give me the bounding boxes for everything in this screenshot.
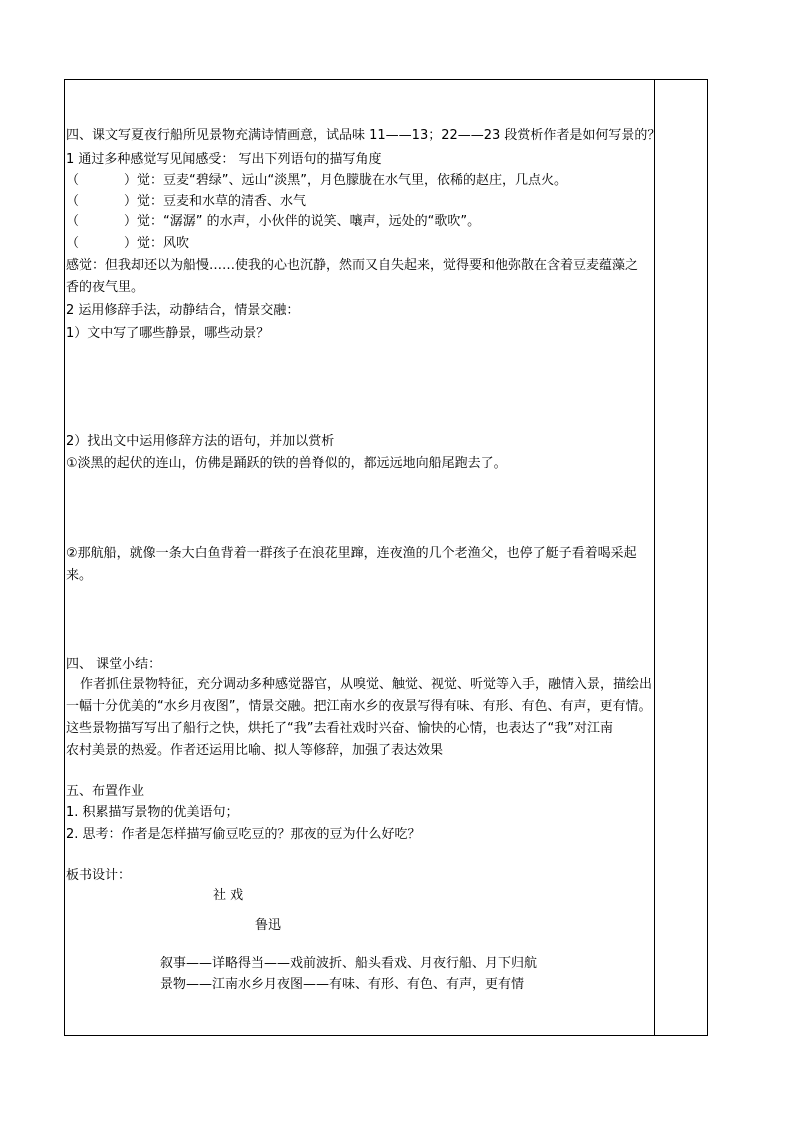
sentence-2-line-1: ②那航船，就像一条大白鱼背着一群孩子在浪花里蹿，连夜渔的几个老渔父，也停了艇子看着喝采起 (66, 546, 637, 561)
sense-text: 觉：“潺潺” 的水声，小伙伴的说笑、嚷声，远处的“歌吹”。 (137, 214, 481, 229)
homework-item-2: 2. 思考：作者是怎样描写偷豆吃豆的？那夜的豆为什么好吃？ (66, 827, 421, 842)
sense-row-2 (66, 193, 306, 211)
paren-close: ） (124, 214, 138, 229)
paren-close: ） (124, 236, 138, 251)
summary-line-3: 这些景物描写写出了船行之快，烘托了“我”去看社戏时兴奋、愉快的心情，也表达了“我”对江南 (66, 721, 613, 736)
sense-text: 觉：风吹 (137, 236, 190, 251)
paren-open: （ (66, 236, 80, 251)
sentence-1: ①淡黑的起伏的连山，仿佛是踊跃的铁的兽脊似的，都远远地向船尾跑去了。 (66, 456, 507, 471)
question-1: 1）文中写了哪些静景，哪些动景？ (66, 326, 270, 341)
board-author: 鲁迅 (255, 918, 282, 933)
summary-line-4: 农村美景的热爱。作者还运用比喻、拟人等修辞，加强了表达效果 (66, 743, 444, 758)
homework-item-1: 1. 积累描写景物的优美语句； (66, 805, 239, 820)
feeling-line-2: 香的夜气里。 (66, 280, 145, 295)
item1-title: 1 通过多种感觉写见闻感受： 写出下列语句的描写角度 (66, 152, 382, 167)
summary-line-1: 作者抓住景物特征，充分调动多种感觉器官，从嗅觉、触觉、视觉、听觉等入手，融情入景，描绘出 (80, 677, 653, 692)
board-line-2: 景物——江南水乡月夜图——有味、有形、有色、有声，更有情 (160, 977, 525, 992)
sense-text: 觉：豆麦和水草的清香、水气 (137, 194, 307, 209)
question-2: 2）找出文中运用修辞方法的语句，并加以赏析 (66, 434, 335, 449)
paren-open: （ (66, 194, 80, 209)
sense-text: 觉：豆麦“碧绿”、远山“淡黑”，月色朦胧在水气里，依稀的赵庄，几点火。 (137, 173, 567, 188)
sense-row-3 (66, 213, 480, 231)
column-divider (654, 79, 655, 1036)
item2-title: 2 运用修辞手法，动静结合，情景交融： (66, 303, 300, 318)
summary-title: 四、 课堂小结： (66, 657, 162, 672)
paren-open: （ (66, 173, 80, 188)
feeling-line-1: 感觉：但我却还以为船慢……使我的心也沉静，然而又自失起来，觉得要和他弥散在含着豆麦蕴藻之 (66, 258, 639, 273)
section4-title: 四、课文写夏夜行船所见景物充满诗情画意，试品味 11——13；22——23 段赏析作者是如何写景的？ (66, 128, 661, 143)
paren-open: （ (66, 214, 80, 229)
sense-row-1 (66, 172, 567, 190)
sentence-2-line-2: 来。 (66, 568, 93, 583)
paren-close: ） (124, 194, 138, 209)
board-label: 板书设计： (66, 868, 132, 883)
homework-title: 五、布置作业 (66, 784, 145, 799)
sense-row-4 (66, 235, 189, 253)
board-title: 社 戏 (213, 888, 244, 903)
paren-close: ） (124, 173, 138, 188)
board-line-1: 叙事——详略得当——戏前波折、船头看戏、月夜行船、月下归航 (160, 956, 538, 971)
summary-line-2: 一幅十分优美的“水乡月夜图”，情景交融。把江南水乡的夜景写得有味、有形、有色、有声，更有情。 (66, 699, 652, 714)
